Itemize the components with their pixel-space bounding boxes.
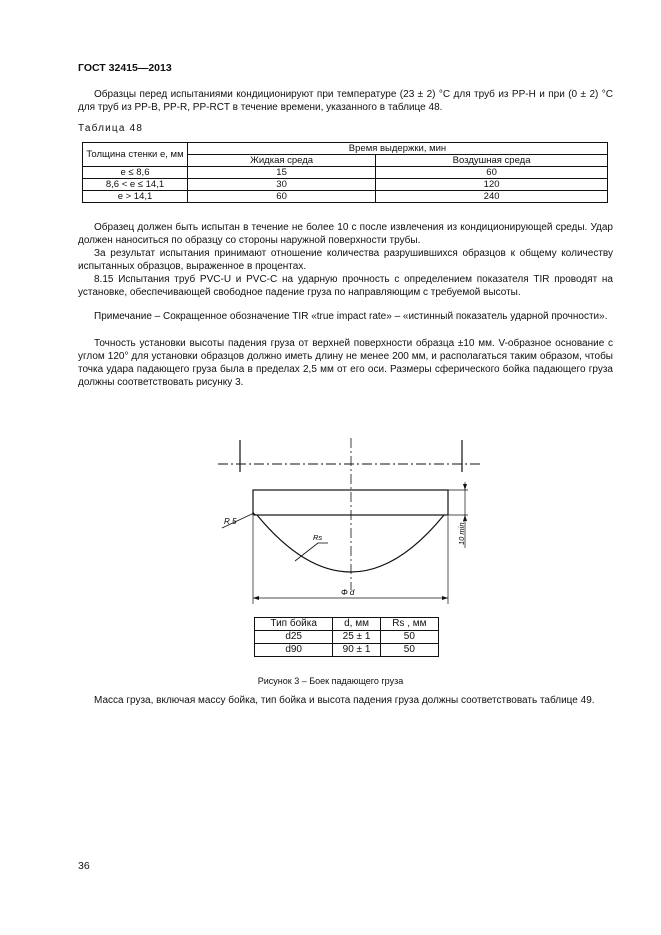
rs-label: Rs — [313, 533, 323, 542]
paragraph-8-15: 8.15 Испытания труб PVC-U и PVC-С на ударную прочность с определением показателя TIR проводят на установке, обеспечивающей свободное падение груза по направляющим с требуемой высоты. — [78, 274, 613, 298]
table-cell-air: 240 — [376, 191, 608, 203]
table-48-thickness-header: Толщина стенки е, мм — [83, 143, 188, 167]
table-cell-liquid: 30 — [188, 179, 376, 191]
striker-table-rs-header: Rs , мм — [380, 618, 438, 631]
table-cell-thickness: е > 14,1 — [83, 191, 188, 203]
paragraph-accuracy: Точность установки высоты падения груза от верхней поверхности образца ±10 мм. V-образное основание с углом 120° для установки образцов должно иметь длину не менее 200 мм, и располагаться таким образом, чтобы точка удара падающего груза была в пределах 2,5 мм от его оси. Размеры сферического бойка падающего груза должны соответствовать рисунку 3. — [78, 338, 613, 388]
paragraph-test-timing: Образец должен быть испытан в течение не более 10 с после извлечения из кондиционирующей среды. Удар должен наноситься по образцу со стороны наружной поверхности трубы. — [78, 222, 613, 246]
paragraph-conditioning: Образцы перед испытаниями кондиционируют при температуре (23 ± 2) °С для труб из РР-Н и при (0 ± 2) °С для труб из РР-В, PP-R, PP-RCT в течение времени, указанного в таблице 48. — [78, 89, 613, 113]
r5-label: R 5 — [224, 517, 237, 526]
table-48-liquid-header: Жидкая среда — [188, 155, 376, 167]
table-row — [83, 167, 608, 179]
striker-head — [253, 490, 448, 515]
table-48 — [82, 142, 608, 203]
table-cell-d: 25 ± 1 — [333, 631, 380, 644]
diameter-label: Φ d — [341, 588, 355, 597]
paragraph-note: Примечание – Сокращенное обозначение TIR «true impact rate» – «истинный показатель ударной прочности». — [94, 311, 608, 322]
dim-arrow-bottom — [463, 515, 467, 521]
dim-arrow-right — [442, 596, 448, 600]
table-row — [255, 644, 439, 657]
table-row — [83, 179, 608, 191]
table-cell-air: 120 — [376, 179, 608, 191]
table-cell-rs: 50 — [380, 631, 438, 644]
page-header: ГОСТ 32415—2013 — [78, 62, 172, 74]
table-cell-thickness: 8,6 < е ≤ 14,1 — [83, 179, 188, 191]
page-number: 36 — [78, 860, 90, 872]
paragraph-mass: Масса груза, включая массу бойка, тип бойка и высота падения груза должны соответствовать таблице 49. — [94, 695, 595, 706]
table-cell-type: d25 — [255, 631, 333, 644]
table-48-air-header: Воздушная среда — [376, 155, 608, 167]
dim-arrow-top — [463, 484, 467, 490]
table-cell-liquid: 60 — [188, 191, 376, 203]
striker-table-d-header: d, мм — [333, 618, 380, 631]
table-cell-type: d90 — [255, 644, 333, 657]
dim-arrow-left — [253, 596, 259, 600]
table-48-time-header: Время выдержки, мин — [188, 143, 608, 155]
table-48-caption: Таблица 48 — [78, 123, 144, 134]
table-cell-air: 60 — [376, 167, 608, 179]
striker-table — [254, 617, 439, 657]
figure-3-caption: Рисунок 3 – Боек падающего груза — [257, 676, 404, 686]
table-row — [255, 631, 439, 644]
striker-table-type-header: Тип бойка — [255, 618, 333, 631]
table-cell-rs: 50 — [380, 644, 438, 657]
table-cell-d: 90 ± 1 — [333, 644, 380, 657]
10min-label: 10 min. — [457, 520, 466, 545]
table-cell-liquid: 15 — [188, 167, 376, 179]
paragraph-result: За результат испытания принимают отношение количества разрушившихся образцов к общему количеству испытанных образцов, выраженное в процентах. — [78, 248, 613, 272]
table-row — [83, 191, 608, 203]
striker-sphere — [257, 515, 444, 572]
rs-leader — [295, 543, 318, 561]
table-cell-thickness: е ≤ 8,6 — [83, 167, 188, 179]
striker-drawing — [200, 424, 490, 606]
